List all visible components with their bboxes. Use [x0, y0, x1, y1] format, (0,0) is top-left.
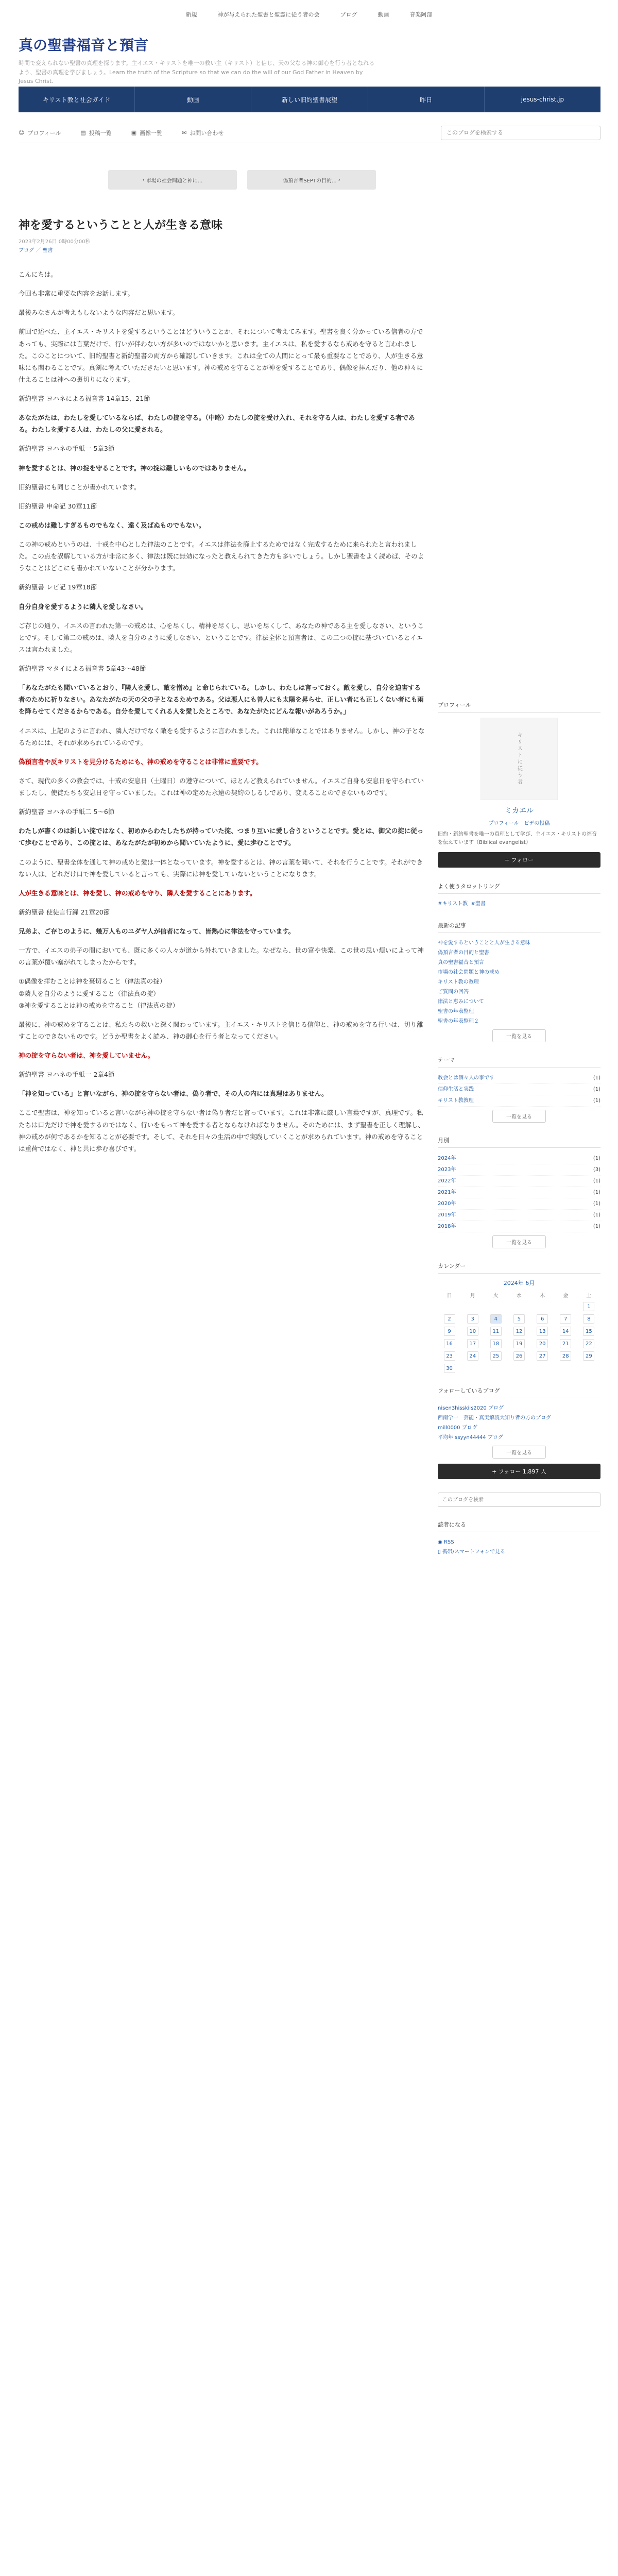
blog-title[interactable]: 真の聖書福音と預言	[19, 37, 149, 54]
followed-blog-link[interactable]: 西南学一 芸能・真実解読大知り者の方のブログ	[438, 1415, 551, 1421]
calendar-day[interactable]	[484, 1339, 507, 1348]
article-paragraph: こんにちは。	[19, 270, 58, 278]
calendar-day[interactable]	[577, 1314, 600, 1324]
recent-post-link[interactable]: 真の聖書福音と預言	[438, 960, 484, 965]
calendar-day-number: 17	[467, 1339, 478, 1348]
article-quote: わたしが書くのは新しい掟ではなく、初めからわたしたちが持っていた掟、つまり互いに愛し合うということです。愛とは、御父の掟に従って歩むことであり、この掟とは、あなたがたが初めから聞いていたように、愛に歩むことです。	[19, 827, 424, 847]
calendar-day-number: 25	[490, 1351, 502, 1361]
calendar-day-number: 15	[583, 1327, 594, 1336]
recent-post-link[interactable]: 律法と恵みについて	[438, 999, 484, 1005]
recent-post-link[interactable]: 神を愛するということと人が生きる意味	[438, 940, 530, 946]
calendar-day-number: 9	[444, 1327, 455, 1336]
sidebar-search-input[interactable]	[438, 1493, 600, 1507]
article-paragraph: このように、聖書全体を通して神の戒めと愛は一体となっています。神を愛するとは、神の言葉を聞いて、それを行うことです。それができない人は、どれだけ口で神を愛していると言っても、実際には神を愛していないということになります。	[19, 858, 423, 878]
sub-nav-posts[interactable]: ▤ 投稿一覧	[80, 129, 112, 137]
themes-name: 信仰生活と実践	[438, 1087, 474, 1092]
archives-row[interactable]	[438, 1221, 600, 1232]
calendar-day[interactable]	[554, 1339, 577, 1348]
blog-header	[19, 34, 600, 86]
calendar-blank	[554, 1302, 577, 1311]
follow-count-button[interactable]: + フォロー 1,897 人	[438, 1464, 600, 1479]
themes-count: (1)	[593, 1075, 600, 1081]
article-paragraph: 最後みなさんが考えもしないような内容だと思います。	[19, 309, 179, 317]
article-paragraph: 新約聖書 ヨハネの手紙一 5章3節	[19, 445, 115, 453]
calendar-day-number: 2	[444, 1314, 455, 1324]
recent-heading: 最新の記事	[438, 921, 600, 933]
chevron-left-icon: ‹	[142, 177, 146, 183]
calendar-day[interactable]	[484, 1351, 507, 1361]
mail-icon: ✉	[182, 129, 187, 136]
hashtag-link[interactable]: #キリスト教	[438, 901, 468, 907]
article-paragraph: イエスは、上記のように言われ、隣人だけでなく敵をも愛するように言われました。これは簡単なことではありません。しかし、神の子となるためには、それが求められているのです。	[19, 726, 425, 747]
pager	[108, 170, 376, 190]
article-paragraph: 今回も非常に重要な内容をお話します。	[19, 290, 134, 298]
themes-row[interactable]	[438, 1084, 600, 1095]
prev-post-button[interactable]: ‹ 市場の社会問題と神に...	[108, 170, 237, 190]
article-quote: この戒めは難しすぎるものでもなく、遠く及ばぬものでもない。	[19, 521, 205, 529]
archives-name: 2022年	[438, 1178, 456, 1184]
calendar-blank	[507, 1302, 530, 1311]
calendar-day-number: 14	[560, 1327, 571, 1336]
calendar-day-number: 30	[444, 1364, 455, 1373]
calendar-day-number: 21	[560, 1339, 571, 1348]
calendar-weekday: 土	[586, 1293, 592, 1299]
mobile-link[interactable]: ▯ 携帯/スマートフォンで見る	[438, 1549, 506, 1555]
recent-post-link[interactable]: 偽預言者の目的と聖書	[438, 950, 489, 956]
article-paragraph: この神の戒めというのは、十戒を中心とした律法のことです。イエスは律法を廃止するためではなく完成するために来られたと言われました。この点を誤解している方が非常に多く、律法は既に無効になったと教えられてきた方も多いでしょう。しかし聖書をよく読めば、そのようなことはどこにも書かれていないことが分かります。	[19, 540, 424, 572]
top-nav-item[interactable]: 音楽阿部	[409, 11, 433, 18]
archives-name: 2021年	[438, 1190, 456, 1195]
calendar-day-number: 24	[467, 1351, 478, 1361]
themes-count: (1)	[593, 1087, 600, 1092]
sub-nav-images[interactable]: ▣ 画像一覧	[131, 129, 163, 137]
article-paragraph: 最後に、神の戒めを守ることは、私たちの救いと深く関わっています。主イエス・キリストを信じる信仰と、神の戒めを守る行いは、切り離すことのできないものです。どうか聖書をよく読み、神の御心を行う者となってください。	[19, 1020, 423, 1040]
calendar-day-number: 13	[537, 1327, 548, 1336]
recent-post-link[interactable]: ご質問の回答	[438, 989, 469, 995]
calendar-blank	[461, 1302, 484, 1311]
archives-row[interactable]	[438, 1187, 600, 1198]
follow-heading: フォローしているブログ	[438, 1386, 600, 1398]
calendar-day-number: 8	[583, 1314, 594, 1324]
recent-post-link[interactable]: 聖書の年表整理２	[438, 1019, 479, 1024]
calendar-day[interactable]	[531, 1327, 554, 1336]
rss-link[interactable]: ◉ RSS	[438, 1539, 454, 1545]
article-quote: 神の掟を守らない者は、神を愛していません。	[19, 1052, 154, 1059]
calendar-day-number: 5	[513, 1314, 525, 1324]
calendar-day-number: 11	[490, 1327, 502, 1336]
document-icon: ▤	[80, 129, 86, 136]
sidebar	[438, 701, 600, 1557]
calendar-day[interactable]	[438, 1351, 461, 1361]
category-item[interactable]: 動画	[135, 87, 251, 112]
follow-list	[438, 1403, 600, 1443]
calendar-day-number: 3	[467, 1314, 478, 1324]
reader-heading: 読者になる	[438, 1520, 600, 1532]
calendar-blank	[438, 1302, 461, 1311]
archives-row[interactable]	[438, 1176, 600, 1187]
article-paragraph: ①偶像を拝むことは神を裏切ること（律法真の掟） ②隣人を自分のように愛すること（律法真の掟） ③神を愛することは神の戒めを守ること（律法真の掟）	[19, 977, 179, 1009]
profile-links[interactable]: プロフィール ビデの投稿	[488, 821, 550, 826]
calendar-day-number: 26	[513, 1351, 525, 1361]
article-paragraph: 新約聖書 ヨハネの手紙二 5〜6節	[19, 808, 115, 816]
calendar-day[interactable]	[531, 1314, 554, 1324]
calendar-weekday: 月	[470, 1293, 475, 1299]
article-paragraph: 旧約聖書にも同じことが書かれています。	[19, 483, 141, 491]
next-post-button[interactable]: 偽預言者SEPTの目的... ›	[247, 170, 376, 190]
calendar-day[interactable]	[554, 1327, 577, 1336]
calendar-day-number: 19	[513, 1339, 525, 1348]
article-quote: 人が生きる意味とは、神を愛し、神の戒めを守り、隣人を愛することにあります。	[19, 889, 256, 897]
archives-row[interactable]	[438, 1210, 600, 1221]
themes-name: 教会とは個々人の事です	[438, 1075, 494, 1081]
calendar-day-number: 4	[490, 1314, 502, 1324]
calendar-day[interactable]	[461, 1314, 484, 1324]
recent-post-link[interactable]: 市場の社会問題と神の戒め	[438, 970, 500, 975]
archives-count: (1)	[593, 1201, 600, 1207]
calendar-day[interactable]	[577, 1339, 600, 1348]
article-quote: 兄弟よ、ご存じのように、幾万人ものユダヤ人が信者になって、皆熱心に律法を守っています。	[19, 927, 295, 935]
calendar-day[interactable]	[438, 1327, 461, 1336]
theme-heading: テーマ	[438, 1056, 600, 1067]
calendar-day[interactable]	[484, 1314, 507, 1324]
followed-blog-link[interactable]: mill0000 ブログ	[438, 1425, 477, 1431]
category-item[interactable]: キリスト教と社会ガイド	[19, 87, 135, 112]
article-body	[19, 268, 425, 1155]
calendar-day-number: 18	[490, 1339, 502, 1348]
archives-name: 2023年	[438, 1167, 456, 1173]
recent-list	[438, 938, 600, 1026]
more-button[interactable]: 一覧を見る	[492, 1110, 546, 1123]
themes-row[interactable]	[438, 1095, 600, 1107]
article-paragraph: ご存じの通り、イエスの言われた第一の戒めは、心を尽くし、精神を尽くし、思いを尽くして、あなたの神である主を愛しなさい、ということです。そして第二の戒めは、隣人を自分のように愛しなさい、ということです。律法全体と預言者は、この二つの掟に基づいているとイエスは言われました。	[19, 621, 424, 653]
calendar-day[interactable]	[461, 1327, 484, 1336]
top-nav-item[interactable]: ブログ	[340, 11, 357, 18]
calendar-day-number: 12	[513, 1327, 525, 1336]
calendar	[438, 1291, 600, 1373]
top-nav-item[interactable]: 動画	[377, 11, 389, 18]
archives-count: (1)	[593, 1178, 600, 1184]
calendar-weekday: 火	[493, 1293, 499, 1299]
calendar-day-number: 29	[583, 1351, 594, 1361]
recent-post-link[interactable]: 聖書の年表整理	[438, 1009, 474, 1014]
calendar-day[interactable]	[438, 1314, 461, 1324]
article-meta: 2023年2月26日 0時00分00秒 ブログ ／ 聖書	[19, 238, 425, 255]
rss-icon: ◉	[438, 1539, 444, 1545]
calendar-day[interactable]	[507, 1327, 530, 1336]
article	[19, 216, 425, 1162]
archives-count: (1)	[593, 1212, 600, 1218]
image-icon: ▣	[131, 129, 137, 136]
calendar-day[interactable]	[554, 1351, 577, 1361]
follow-button[interactable]: + フォロー	[438, 852, 600, 868]
phone-icon: ▯	[438, 1549, 442, 1555]
article-quote: 偽預言者や反キリストを見分けるためにも、神の戒めを守ることは非常に重要です。	[19, 757, 263, 766]
article-date: 2023年2月26日 0時00分00秒	[19, 239, 91, 245]
themes-name: キリスト教教理	[438, 1098, 474, 1104]
sub-nav-contact[interactable]: ✉ お問い合わせ	[182, 129, 224, 137]
archives-name: 2024年	[438, 1156, 456, 1161]
blog-description: 時間で変えられない聖書の真理を探ります。主イエス・キリストを唯一の救い主（キリスト）と信じ、天の父なる神の御心を行う者となれるよう、聖書の真理を学びましょう。Learn the truth of the Scripture so that we can do the will of our God Father in Heaven by Jesus Christ.	[19, 60, 375, 85]
article-category[interactable]: ブログ	[19, 248, 34, 253]
profile-heading: プロフィール	[438, 701, 600, 713]
article-paragraph: さて、現代の多くの教会では、十戒の安息日（土曜日）の遵守について、ほとんど教えられていません。イエスご自身も安息日を守られていましたし、使徒たちも安息日を守っていました。これは神の定めた永遠の契約のしるしであり、変えることのできないものです。	[19, 776, 424, 796]
calendar-blank	[531, 1302, 554, 1311]
calendar-day[interactable]	[507, 1314, 530, 1324]
calendar-day-number: 16	[444, 1339, 455, 1348]
calendar-day[interactable]	[531, 1339, 554, 1348]
search-input[interactable]	[441, 126, 600, 140]
hashtag-link[interactable]: #聖書	[471, 901, 486, 907]
category-nav	[19, 87, 600, 112]
profile-name[interactable]: ミカエル	[505, 807, 534, 815]
calendar-weekday: 日	[447, 1293, 452, 1299]
article-quote: 「あなたがたも聞いているとおり、『隣人を愛し、敵を憎め』と命じられている。しかし、わたしは言っておく。敵を愛し、自分を迫害する者のために祈りなさい。あなたがたの天の父の子となるためである。父は悪人にも善人にも太陽を昇らせ、正しい者にも正しくない者にも雨を降らせてくださるからである。自分を愛してくれる人を愛したところで、あなたがたにどんな報いがあろうか。」	[19, 684, 424, 716]
archives-row[interactable]	[438, 1198, 600, 1210]
article-paragraph: 新約聖書 マタイによる福音書 5章43〜48節	[19, 665, 146, 672]
archives-count: (1)	[593, 1156, 600, 1161]
article-quote: 「神を知っている」と言いながら、神の掟を守らない者は、偽り者で、その人の内には真理はありません。	[19, 1090, 328, 1098]
calendar-month[interactable]: 2024年 6月	[503, 1280, 535, 1286]
more-button[interactable]: 一覧を見る	[492, 1029, 546, 1042]
article-paragraph: ここで聖書は、神を知っていると言いながら神の掟を守らない者は偽り者だと言っています。これは非常に厳しい言葉ですが、真理です。私たちは口先だけで神を愛するのではなく、行いをもって神を愛する者とならなければなりません。そのためには、まず聖書を正しく理解し、神の戒めが何であるかを知ることが必要です。そして、それを日々の生活の中で実践していくことが求められています。神の戒めを守ることは重荷ではなく、神と共に歩む喜びです。	[19, 1109, 425, 1153]
calendar-day[interactable]	[438, 1364, 461, 1373]
sub-nav	[19, 123, 600, 143]
calendar-blank	[484, 1302, 507, 1311]
article-paragraph: 新約聖書 使徒言行録 21章20節	[19, 908, 110, 916]
calendar-weekday: 金	[563, 1293, 569, 1299]
calendar-day-number: 1	[583, 1302, 594, 1311]
calendar-day[interactable]	[577, 1351, 600, 1361]
top-nav-item[interactable]: 新規	[185, 11, 197, 18]
calendar-day[interactable]	[438, 1339, 461, 1348]
calendar-day-number: 7	[560, 1314, 571, 1324]
calendar-day[interactable]	[507, 1339, 530, 1348]
calendar-weekday: 木	[540, 1293, 545, 1299]
theme-list	[438, 1073, 600, 1107]
themes-count: (1)	[593, 1098, 600, 1104]
category-item[interactable]: 昨日	[368, 87, 485, 112]
article-paragraph: 新約聖書 レビ記 19章18節	[19, 583, 97, 591]
calendar-day-number: 10	[467, 1327, 478, 1336]
profile-image[interactable]: キリストに従う者	[480, 718, 558, 800]
calendar-day[interactable]	[484, 1327, 507, 1336]
article-tag[interactable]: 聖書	[42, 248, 53, 253]
more-button[interactable]: 一覧を見る	[492, 1446, 546, 1459]
profile-text: 旧約・新約聖書を唯一の真理として学び、主イエス・キリストの福音を伝えています（Biblical evangelist）	[438, 832, 597, 845]
archives-count: (1)	[593, 1224, 600, 1229]
archive-heading: 月別	[438, 1136, 600, 1148]
article-paragraph: 新約聖書 ヨハネによる福音書 14章15、21節	[19, 395, 150, 402]
followed-blog-link[interactable]: 平均年 ssyyn44444 ブログ	[438, 1435, 503, 1440]
archives-row[interactable]	[438, 1153, 600, 1164]
calendar-day[interactable]	[461, 1351, 484, 1361]
article-paragraph: 新約聖書 ヨハネの手紙一 2章4節	[19, 1071, 115, 1079]
article-paragraph: 前回で述べた、主イエス・キリストを愛するということはどういうことか、それについて考えてみます。聖書を良く分かっている信者の方であっても、実際には言葉だけで、行いが伴わない方が多いのではないかと思います。主イエスは、私を愛するなら戒めを守ると言われました。このことについて、旧約聖書と新約聖書の両方から確認していきます。これは全ての人間にとって最も重要なことであり、人が生きる意味にも関わることです。真剣に考えていただきたいと思います。神の戒めを守ることが神を愛することであり、偶像を拝んだり、他の神々に仕えることは神への裏切りになります。	[19, 328, 423, 383]
category-item[interactable]: 新しい旧約聖書展望	[251, 87, 368, 112]
calendar-weekday: 水	[516, 1293, 522, 1299]
calendar-day[interactable]	[461, 1339, 484, 1348]
archives-name: 2018年	[438, 1224, 456, 1229]
calendar-day[interactable]	[507, 1351, 530, 1361]
calendar-day[interactable]	[577, 1302, 600, 1311]
themes-row[interactable]	[438, 1073, 600, 1084]
article-paragraph: 一方で、イエスの弟子の間においても、既に多くの人々が道から外れていきました。なぜなら、世の富や快楽、この世の思い煩いによって神の言葉が覆い塞がれてしまったからです。	[19, 946, 424, 967]
calendar-day-number: 23	[444, 1351, 455, 1361]
top-nav	[0, 0, 618, 29]
archive-list	[438, 1153, 600, 1232]
archives-count: (3)	[593, 1167, 600, 1173]
followed-blog-link[interactable]: nisen3hisskiis2020 ブログ	[438, 1405, 504, 1411]
calendar-day-number: 6	[537, 1314, 548, 1324]
popular-heading: よく使うタロットリング	[438, 882, 600, 894]
calendar-day-number: 20	[537, 1339, 548, 1348]
calendar-heading: カレンダー	[438, 1262, 600, 1274]
article-quote: あなたがたは、わたしを愛しているならば、わたしの掟を守る。（中略）わたしの掟を受け入れ、それを守る人は、わたしを愛する者である。わたしを愛する人は、わたしの父に愛される。	[19, 414, 415, 434]
sub-nav-profile[interactable]: ☺ プロフィール	[19, 129, 61, 137]
calendar-day[interactable]	[554, 1314, 577, 1324]
user-icon: ☺	[19, 129, 25, 136]
calendar-day-number: 28	[560, 1351, 571, 1361]
recent-post-link[interactable]: キリスト教の教理	[438, 979, 479, 985]
category-item[interactable]: jesus-christ.jp	[521, 96, 564, 103]
archives-name: 2019年	[438, 1212, 456, 1218]
article-quote: 神を愛するとは、神の掟を守ることです。神の掟は難しいものではありません。	[19, 464, 250, 472]
more-button[interactable]: 一覧を見る	[492, 1235, 546, 1248]
calendar-day-number: 22	[583, 1339, 594, 1348]
article-paragraph: 旧約聖書 申命記 30章11節	[19, 502, 97, 510]
article-title: 神を愛するということと人が生きる意味	[19, 219, 223, 232]
archives-name: 2020年	[438, 1201, 456, 1207]
calendar-day-number: 27	[537, 1351, 548, 1361]
archives-count: (1)	[593, 1190, 600, 1195]
chevron-right-icon: ›	[336, 177, 340, 183]
calendar-day[interactable]	[577, 1327, 600, 1336]
top-nav-item[interactable]: 神が与えられた聖書と聖霊に従う者の会	[217, 11, 320, 18]
article-quote: 自分自身を愛するように隣人を愛しなさい。	[19, 602, 148, 611]
calendar-day[interactable]	[531, 1351, 554, 1361]
archives-row[interactable]	[438, 1164, 600, 1176]
